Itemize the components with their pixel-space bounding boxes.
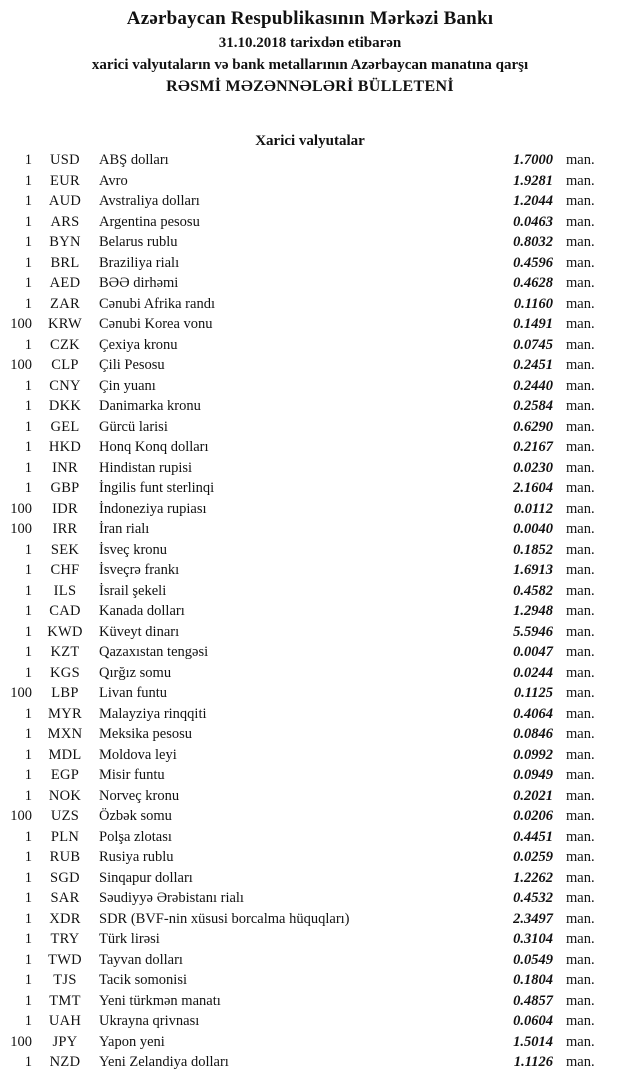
rate-value-cell: 0.4857 xyxy=(513,992,553,1009)
currency-name-cell: Çili Pesosu xyxy=(99,357,165,373)
currency-name-cell: Moldova leyi xyxy=(99,746,177,763)
currency-name-cell: Hindistan rupisi xyxy=(99,459,193,476)
rate-row xyxy=(0,275,600,296)
rate-value-cell: 0.0112 xyxy=(513,500,553,517)
rate-value-cell: 0.4628 xyxy=(513,275,553,291)
currency-code-cell: NOK xyxy=(48,787,82,804)
currency-name-cell: Avro xyxy=(99,172,128,189)
unit-cell: man. xyxy=(566,869,595,886)
rate-value-cell: 0.0846 xyxy=(513,726,553,742)
currency-name-cell: Qazaxıstan tengəsi xyxy=(99,644,209,660)
unit-cell: man. xyxy=(566,726,595,742)
currency-code-cell: TMT xyxy=(49,992,81,1009)
currency-code-cell: DKK xyxy=(48,398,82,414)
unit-cell: man. xyxy=(566,521,595,537)
currency-code-cell: KRW xyxy=(48,316,82,332)
rate-value-cell: 1.6913 xyxy=(513,562,553,578)
rate-value-cell: 5.5946 xyxy=(513,623,553,640)
currency-code-cell: SAR xyxy=(50,890,80,906)
rate-row xyxy=(0,296,600,317)
rate-value-cell: 0.0463 xyxy=(513,213,553,230)
rate-row xyxy=(0,501,600,522)
unit-cell: man. xyxy=(566,931,595,947)
quantity-cell: 1 xyxy=(24,418,32,435)
quantity-cell: 1 xyxy=(24,869,32,886)
rate-value-cell: 0.4451 xyxy=(513,828,553,845)
currency-code-cell: EUR xyxy=(50,172,80,189)
rate-value-cell: 0.2021 xyxy=(513,787,553,804)
quantity-cell: 1 xyxy=(24,541,32,558)
unit-cell: man. xyxy=(566,418,595,435)
currency-name-cell: Ukrayna qrivnası xyxy=(99,1013,200,1029)
quantity-cell: 1 xyxy=(24,726,32,742)
unit-cell: man. xyxy=(566,398,595,414)
currency-name-cell: ABŞ dolları xyxy=(99,152,169,168)
currency-code-cell: TRY xyxy=(50,931,80,947)
quantity-cell: 1 xyxy=(24,439,32,455)
currency-name-cell: BƏƏ dirhəmi xyxy=(99,275,179,291)
rate-row xyxy=(0,378,600,399)
rate-row xyxy=(0,1054,600,1075)
rate-row xyxy=(0,644,600,665)
quantity-cell: 100 xyxy=(10,316,32,332)
currency-name-cell: İngilis funt sterlinqi xyxy=(99,480,215,496)
unit-cell: man. xyxy=(566,828,595,845)
quantity-cell: 1 xyxy=(24,152,32,168)
currency-name-cell: Livan funtu xyxy=(99,685,168,701)
quantity-cell: 100 xyxy=(10,521,32,537)
currency-code-cell: MYR xyxy=(48,705,82,722)
rate-value-cell: 0.4582 xyxy=(513,582,553,599)
unit-cell: man. xyxy=(566,275,595,291)
currency-name-cell: Argentina pesosu xyxy=(99,213,200,230)
quantity-cell: 1 xyxy=(24,377,32,394)
unit-cell: man. xyxy=(566,439,595,455)
quantity-cell: 1 xyxy=(24,275,32,291)
currency-name-cell: Çexiya kronu xyxy=(99,336,178,353)
quantity-cell: 1 xyxy=(24,193,32,209)
unit-cell: man. xyxy=(566,357,595,373)
unit-cell: man. xyxy=(566,808,595,824)
bulletin-title: RƏSMİ MƏZƏNNƏLƏRİ BÜLLETENİ xyxy=(166,78,454,95)
rate-row xyxy=(0,337,600,358)
currency-name-cell: Misir funtu xyxy=(99,767,165,783)
quantity-cell: 1 xyxy=(24,254,32,271)
currency-name-cell: Türk lirəsi xyxy=(99,931,160,947)
unit-cell: man. xyxy=(566,849,595,865)
rate-row xyxy=(0,706,600,727)
quantity-cell: 1 xyxy=(24,1013,32,1029)
currency-code-cell: EGP xyxy=(50,767,80,783)
currency-code-cell: IRR xyxy=(52,521,78,537)
rate-value-cell: 0.0259 xyxy=(513,849,553,865)
rate-value-cell: 0.1804 xyxy=(513,972,553,988)
unit-cell: man. xyxy=(566,500,595,517)
rate-value-cell: 0.0047 xyxy=(513,644,553,660)
currency-name-cell: Tayvan dolları xyxy=(99,951,183,968)
currency-code-cell: SGD xyxy=(50,869,80,886)
currency-code-cell: GEL xyxy=(50,418,80,435)
rate-value-cell: 0.0244 xyxy=(513,664,553,681)
rate-row xyxy=(0,993,600,1014)
currency-code-cell: ILS xyxy=(53,582,77,599)
rate-value-cell: 2.1604 xyxy=(513,480,553,496)
rate-row xyxy=(0,583,600,604)
rate-row xyxy=(0,767,600,788)
currency-name-cell: Küveyt dinarı xyxy=(99,623,180,640)
currency-code-cell: HKD xyxy=(48,439,82,455)
currency-code-cell: RUB xyxy=(49,849,81,865)
unit-cell: man. xyxy=(566,972,595,988)
rate-value-cell: 0.2440 xyxy=(513,377,553,394)
unit-cell: man. xyxy=(566,787,595,804)
rate-value-cell: 0.1491 xyxy=(513,316,553,332)
rate-value-cell: 0.0949 xyxy=(513,767,553,783)
rate-value-cell: 1.7000 xyxy=(513,152,553,168)
currency-code-cell: BRL xyxy=(50,254,80,271)
currency-name-cell: İsrail şekeli xyxy=(99,582,167,599)
currency-code-cell: CLP xyxy=(51,357,79,373)
quantity-cell: 1 xyxy=(24,849,32,865)
bulletin-header xyxy=(0,0,620,98)
quantity-cell: 1 xyxy=(24,931,32,947)
rate-value-cell: 0.2167 xyxy=(513,439,553,455)
quantity-cell: 1 xyxy=(24,459,32,476)
currency-code-cell: PLN xyxy=(50,828,80,845)
currency-name-cell: Avstraliya dolları xyxy=(99,193,200,209)
quantity-cell: 100 xyxy=(10,685,32,701)
quantity-cell: 1 xyxy=(24,992,32,1009)
currency-name-cell: Cənubi Korea vonu xyxy=(99,316,213,332)
unit-cell: man. xyxy=(566,582,595,599)
rate-row xyxy=(0,398,600,419)
unit-cell: man. xyxy=(566,767,595,783)
unit-cell: man. xyxy=(566,1013,595,1029)
rate-value-cell: 0.1852 xyxy=(513,541,553,558)
currency-code-cell: LBP xyxy=(51,685,79,701)
rate-value-cell: 0.3104 xyxy=(513,931,553,947)
currency-name-cell: Kanada dolları xyxy=(99,603,185,619)
currency-code-cell: MXN xyxy=(47,726,83,742)
currency-name-cell: Yapon yeni xyxy=(99,1033,165,1050)
rate-row xyxy=(0,1034,600,1055)
rate-row xyxy=(0,542,600,563)
rate-row xyxy=(0,152,600,173)
unit-cell: man. xyxy=(566,152,595,168)
rate-row xyxy=(0,173,600,194)
currency-name-cell: Rusiya rublu xyxy=(99,849,174,865)
unit-cell: man. xyxy=(566,172,595,189)
rate-row xyxy=(0,911,600,932)
currency-code-cell: KZT xyxy=(50,644,80,660)
currency-name-cell: Tacik somonisi xyxy=(99,972,187,988)
rate-value-cell: 0.0206 xyxy=(513,808,553,824)
bank-title: Azərbaycan Respublikasının Mərkəzi Bankı xyxy=(126,8,494,29)
rate-value-cell: 1.2262 xyxy=(513,869,553,886)
quantity-cell: 1 xyxy=(24,890,32,906)
unit-cell: man. xyxy=(566,685,595,701)
currency-code-cell: TJS xyxy=(53,972,77,988)
unit-cell: man. xyxy=(566,705,595,722)
rate-value-cell: 0.0992 xyxy=(513,746,553,763)
currency-code-cell: ARS xyxy=(50,213,80,230)
unit-cell: man. xyxy=(566,910,595,927)
quantity-cell: 1 xyxy=(24,582,32,599)
quantity-cell: 1 xyxy=(24,1054,32,1070)
rate-value-cell: 0.6290 xyxy=(513,418,553,435)
currency-name-cell: Yeni Zelandiya dolları xyxy=(99,1054,229,1070)
quantity-cell: 1 xyxy=(24,972,32,988)
currency-name-cell: İsveç kronu xyxy=(99,541,168,558)
rate-row xyxy=(0,829,600,850)
rate-row xyxy=(0,193,600,214)
currency-code-cell: INR xyxy=(52,459,78,476)
quantity-cell: 1 xyxy=(24,295,32,312)
currency-name-cell: Yeni türkmən manatı xyxy=(99,992,221,1009)
rate-row xyxy=(0,316,600,337)
currency-name-cell: Danimarka kronu xyxy=(99,398,201,414)
currency-code-cell: ZAR xyxy=(50,295,80,312)
rate-row xyxy=(0,726,600,747)
unit-cell: man. xyxy=(566,213,595,230)
rate-value-cell: 0.1160 xyxy=(513,295,553,312)
currency-code-cell: JPY xyxy=(52,1033,78,1050)
rate-value-cell: 1.1126 xyxy=(513,1054,553,1070)
quantity-cell: 1 xyxy=(24,787,32,804)
currency-name-cell: Meksika pesosu xyxy=(99,726,193,742)
unit-cell: man. xyxy=(566,193,595,209)
currency-name-cell: Belarus rublu xyxy=(99,234,178,250)
currency-name-cell: Qırğız somu xyxy=(99,664,172,681)
rate-value-cell: 1.2044 xyxy=(513,193,553,209)
rate-row xyxy=(0,357,600,378)
currency-code-cell: NZD xyxy=(49,1054,81,1070)
currency-name-cell: Malayziya rinqqiti xyxy=(99,705,207,722)
rate-row xyxy=(0,624,600,645)
quantity-cell: 1 xyxy=(24,767,32,783)
quantity-cell: 1 xyxy=(24,910,32,927)
currency-code-cell: MDL xyxy=(48,746,82,763)
rate-row xyxy=(0,952,600,973)
quantity-cell: 1 xyxy=(24,603,32,619)
currency-name-cell: İndoneziya rupiası xyxy=(99,500,207,517)
rate-row xyxy=(0,214,600,235)
rate-row xyxy=(0,890,600,911)
rate-value-cell: 0.4064 xyxy=(513,705,553,722)
rate-row xyxy=(0,255,600,276)
rate-row xyxy=(0,665,600,686)
quantity-cell: 1 xyxy=(24,234,32,250)
rate-row xyxy=(0,931,600,952)
rate-row xyxy=(0,480,600,501)
currency-name-cell: Sinqapur dolları xyxy=(99,869,193,886)
quantity-cell: 1 xyxy=(24,705,32,722)
unit-cell: man. xyxy=(566,295,595,312)
unit-cell: man. xyxy=(566,316,595,332)
unit-cell: man. xyxy=(566,603,595,619)
quantity-cell: 1 xyxy=(24,623,32,640)
unit-cell: man. xyxy=(566,541,595,558)
rate-row xyxy=(0,460,600,481)
rate-row xyxy=(0,562,600,583)
currency-name-cell: Polşa zlotası xyxy=(99,828,172,845)
rate-value-cell: 0.4596 xyxy=(513,254,553,271)
rate-value-cell: 0.4532 xyxy=(513,890,553,906)
quantity-cell: 1 xyxy=(24,336,32,353)
currency-name-cell: İran rialı xyxy=(99,521,150,537)
currency-code-cell: XDR xyxy=(49,910,81,927)
currency-code-cell: AED xyxy=(49,275,81,291)
rate-value-cell: 0.8032 xyxy=(513,234,553,250)
quantity-cell: 1 xyxy=(24,746,32,763)
rate-row xyxy=(0,788,600,809)
quantity-cell: 1 xyxy=(24,562,32,578)
currency-code-cell: CZK xyxy=(50,336,80,353)
currency-code-cell: UZS xyxy=(50,808,80,824)
quantity-cell: 100 xyxy=(10,500,32,517)
unit-cell: man. xyxy=(566,562,595,578)
rate-value-cell: 0.0745 xyxy=(513,336,553,353)
rate-row xyxy=(0,747,600,768)
rate-row xyxy=(0,439,600,460)
rate-row xyxy=(0,1013,600,1034)
unit-cell: man. xyxy=(566,377,595,394)
rate-value-cell: 0.0040 xyxy=(513,521,553,537)
unit-cell: man. xyxy=(566,1033,595,1050)
unit-cell: man. xyxy=(566,336,595,353)
currency-name-cell: Səudiyyə Ərəbistanı rialı xyxy=(99,890,244,906)
quantity-cell: 1 xyxy=(24,664,32,681)
quantity-cell: 1 xyxy=(24,172,32,189)
currency-code-cell: UAH xyxy=(48,1013,82,1029)
unit-cell: man. xyxy=(566,1054,595,1070)
rate-value-cell: 0.1125 xyxy=(513,685,553,701)
rate-row xyxy=(0,685,600,706)
quantity-cell: 100 xyxy=(10,808,32,824)
rate-row xyxy=(0,870,600,891)
unit-cell: man. xyxy=(566,746,595,763)
rate-value-cell: 1.5014 xyxy=(513,1033,553,1050)
currency-name-cell: Braziliya rialı xyxy=(99,254,180,271)
rate-row xyxy=(0,603,600,624)
section-title-foreign-currencies: Xarici valyutalar xyxy=(255,133,365,149)
currency-code-cell: GBP xyxy=(50,480,80,496)
rate-value-cell: 0.2584 xyxy=(513,398,553,414)
currency-name-cell: Norveç kronu xyxy=(99,787,180,804)
rates-table xyxy=(0,152,620,1075)
currency-code-cell: CNY xyxy=(49,377,81,394)
currency-name-cell: Çin yuanı xyxy=(99,377,156,394)
currency-code-cell: CAD xyxy=(49,603,81,619)
currency-code-cell: IDR xyxy=(52,500,78,517)
currency-name-cell: Gürcü larisi xyxy=(99,418,168,435)
rate-row xyxy=(0,521,600,542)
unit-cell: man. xyxy=(566,992,595,1009)
unit-cell: man. xyxy=(566,951,595,968)
currency-name-cell: Özbək somu xyxy=(99,808,172,824)
effective-date-line: 31.10.2018 tarixdən etibarən xyxy=(218,35,402,51)
currency-name-cell: Cənubi Afrika randı xyxy=(99,295,215,312)
quantity-cell: 1 xyxy=(24,480,32,496)
rate-row xyxy=(0,234,600,255)
rate-row xyxy=(0,808,600,829)
quantity-cell: 100 xyxy=(10,357,32,373)
quantity-cell: 100 xyxy=(10,1033,32,1050)
quantity-cell: 1 xyxy=(24,951,32,968)
currency-name-cell: SDR (BVF-nin xüsusi borcalma hüquqları) xyxy=(99,910,350,927)
currency-name-cell: İsveçrə frankı xyxy=(99,562,180,578)
currency-name-cell: Honq Konq dolları xyxy=(99,439,209,455)
unit-cell: man. xyxy=(566,890,595,906)
currency-code-cell: AUD xyxy=(48,193,82,209)
rate-row xyxy=(0,972,600,993)
unit-cell: man. xyxy=(566,623,595,640)
quantity-cell: 1 xyxy=(24,828,32,845)
currency-code-cell: TWD xyxy=(48,951,82,968)
rate-value-cell: 1.9281 xyxy=(513,172,553,189)
currency-code-cell: SEK xyxy=(50,541,80,558)
currency-code-cell: CHF xyxy=(50,562,80,578)
unit-cell: man. xyxy=(566,254,595,271)
quantity-cell: 1 xyxy=(24,213,32,230)
unit-cell: man. xyxy=(566,480,595,496)
rate-value-cell: 2.3497 xyxy=(513,910,553,927)
unit-cell: man. xyxy=(566,644,595,660)
quantity-cell: 1 xyxy=(24,398,32,414)
currency-code-cell: KWD xyxy=(47,623,83,640)
rate-row xyxy=(0,419,600,440)
bulletin-subtitle: xarici valyutaların və bank metallarının Azərbaycan manatına qarşı xyxy=(91,57,529,73)
currency-code-cell: BYN xyxy=(49,234,81,250)
unit-cell: man. xyxy=(566,459,595,476)
quantity-cell: 1 xyxy=(24,644,32,660)
unit-cell: man. xyxy=(566,664,595,681)
unit-cell: man. xyxy=(566,234,595,250)
rate-value-cell: 0.0549 xyxy=(513,951,553,968)
rate-row xyxy=(0,849,600,870)
currency-code-cell: USD xyxy=(50,152,80,168)
rate-value-cell: 1.2948 xyxy=(513,603,553,619)
currency-code-cell: KGS xyxy=(50,664,80,681)
rate-value-cell: 0.0604 xyxy=(513,1013,553,1029)
rate-value-cell: 0.2451 xyxy=(513,357,553,373)
rate-value-cell: 0.0230 xyxy=(513,459,553,476)
